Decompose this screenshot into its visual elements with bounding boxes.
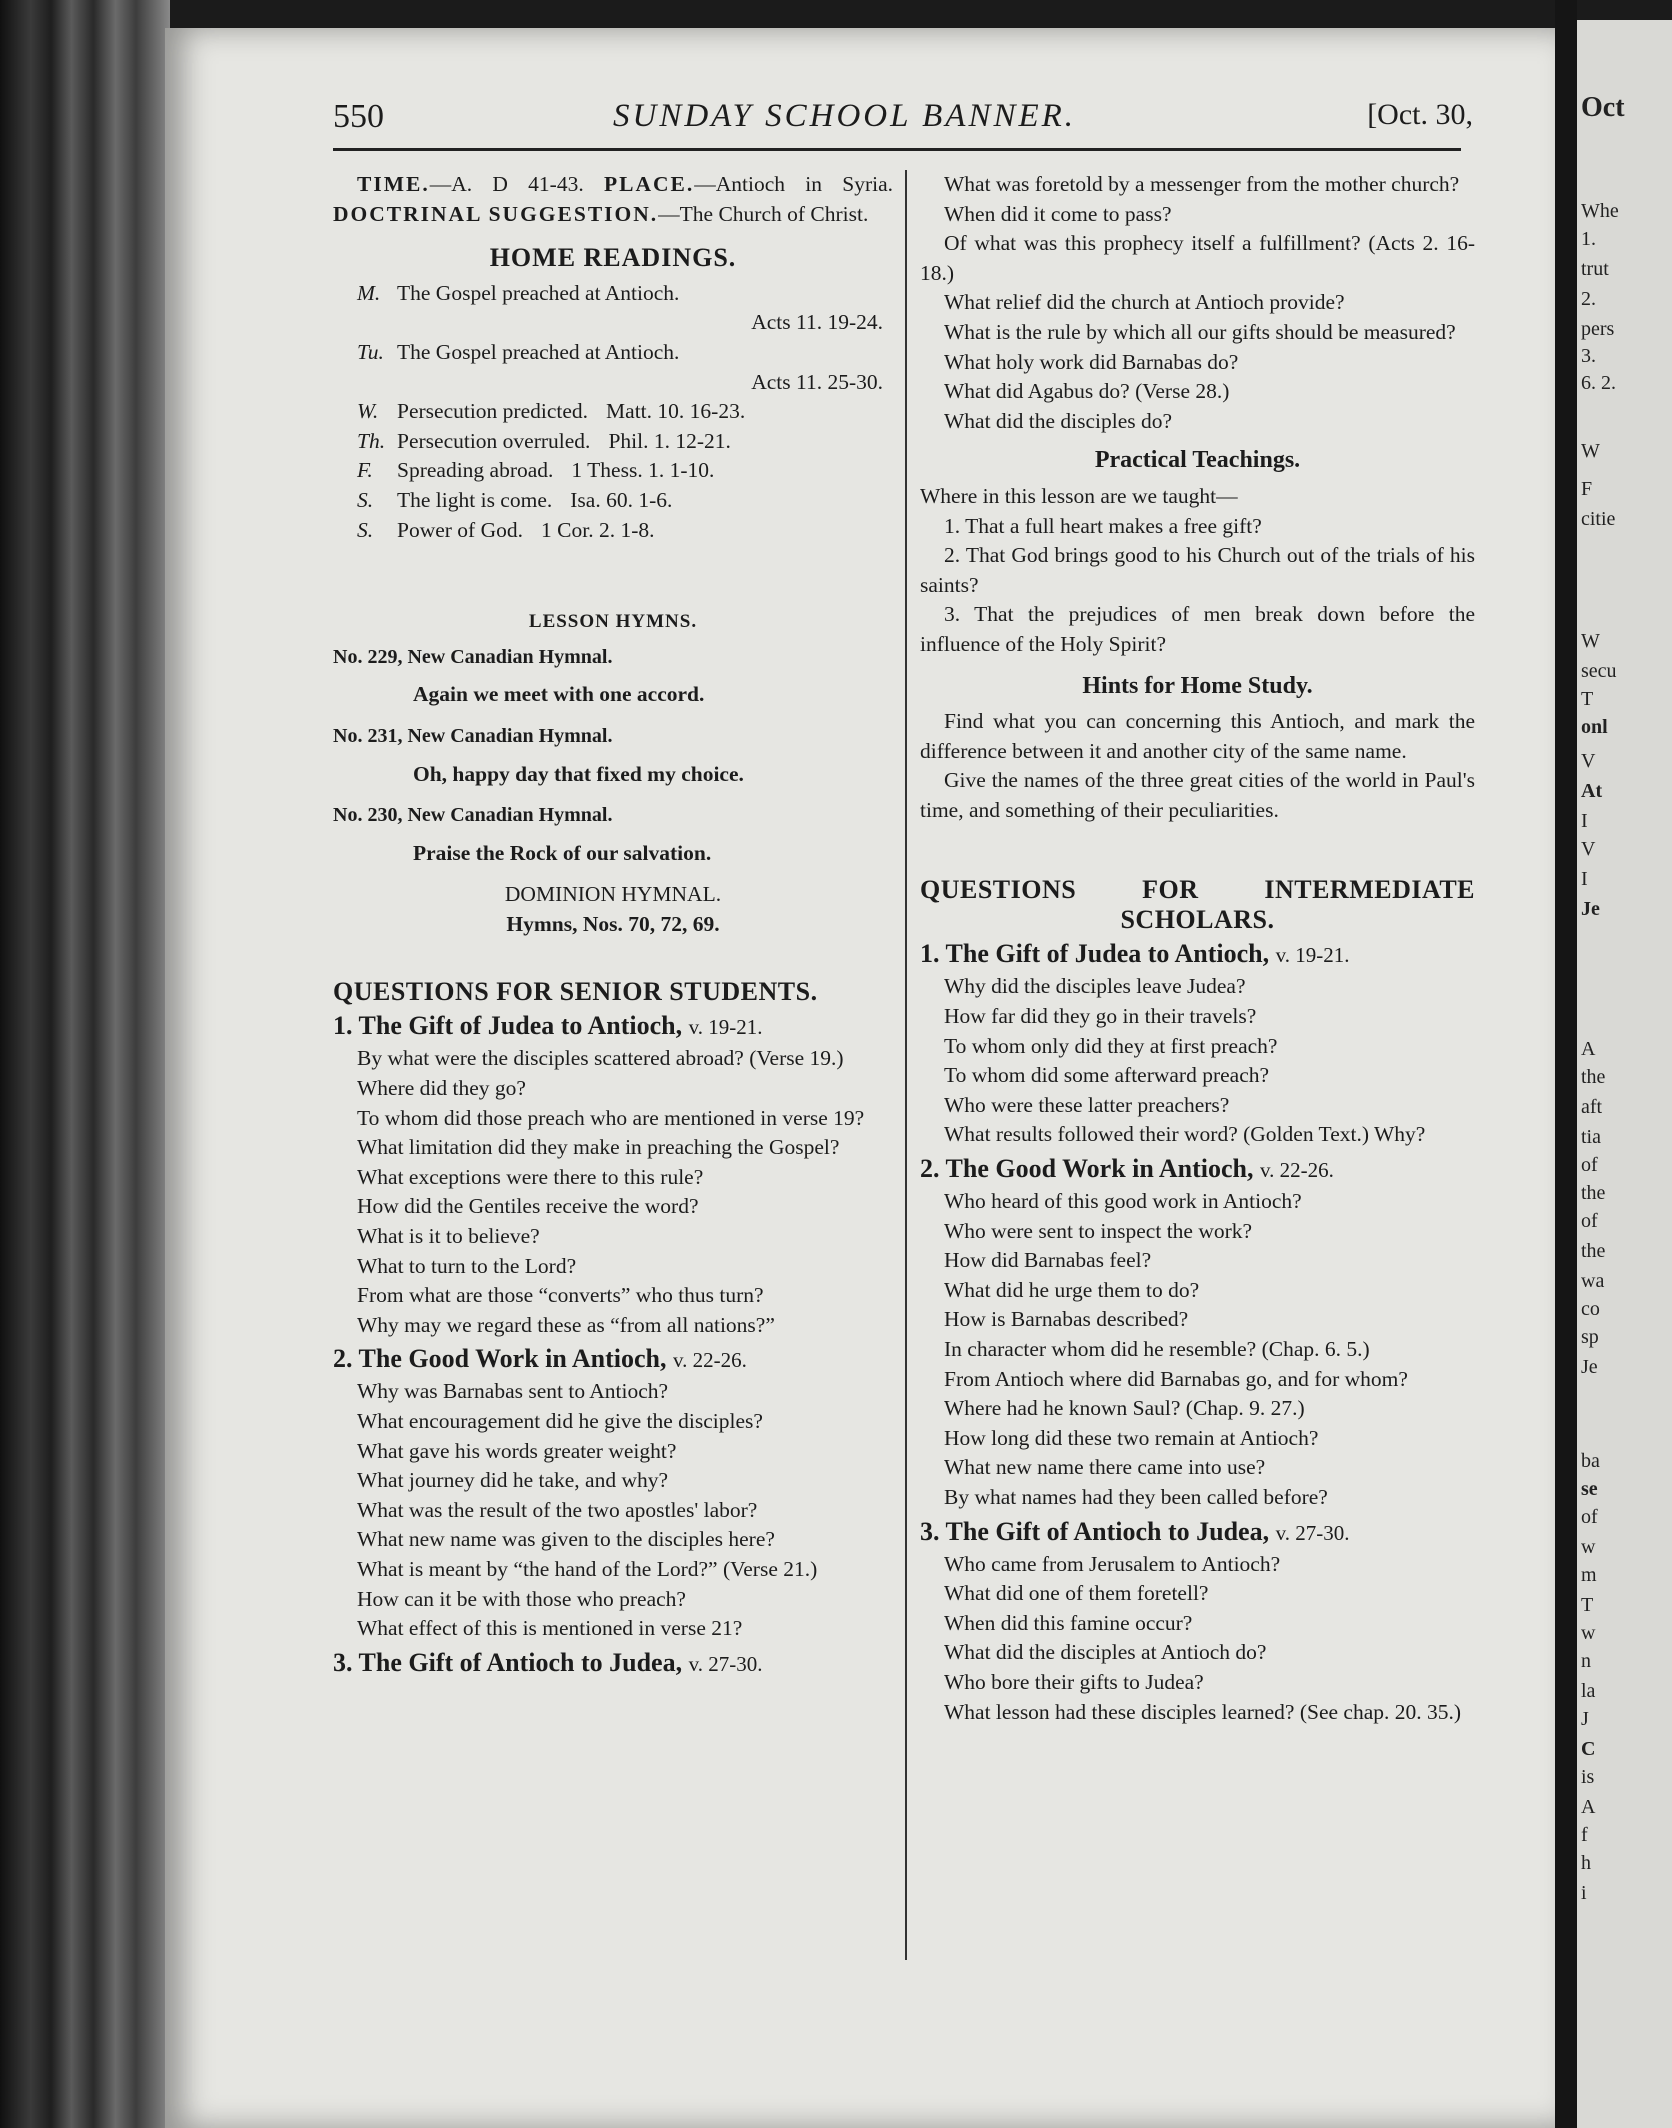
reading-item bbox=[333, 427, 893, 457]
next-page-text-fragment: of bbox=[1581, 1506, 1598, 1528]
reading-day: S. bbox=[357, 517, 374, 542]
next-page-text-fragment: w bbox=[1581, 1536, 1596, 1558]
intermediate-section-3-title: 3. The Gift of Antioch to Judea, v. 27-30. bbox=[920, 1516, 1350, 1546]
question: What did the disciples at Antioch do? bbox=[944, 1640, 1267, 1665]
question: What limitation did they make in preaching the Gospel? bbox=[357, 1135, 840, 1160]
running-title: SUNDAY SCHOOL BANNER. bbox=[613, 98, 1077, 134]
intermediate-section-1-questions bbox=[920, 972, 1475, 1150]
senior-section-1-title: 1. The Gift of Judea to Antioch, v. 19-21. bbox=[333, 1011, 763, 1041]
question: Find what you can concerning this Antioch, and mark the difference between it and another city of the same name. bbox=[920, 709, 1475, 763]
question: Who heard of this good work in Antioch? bbox=[944, 1189, 1302, 1214]
question: What holy work did Barnabas do? bbox=[944, 349, 1239, 374]
question: What is it to believe? bbox=[357, 1224, 540, 1249]
hints-paragraphs bbox=[920, 707, 1475, 825]
reading-day: Th. bbox=[357, 428, 386, 453]
question: What lesson had these disciples learned? (See chap. 20. 35.) bbox=[944, 1699, 1462, 1724]
question: How is Barnabas described? bbox=[944, 1307, 1189, 1332]
next-page-text-fragment: w bbox=[1581, 1622, 1596, 1644]
lesson-intro: TIME.—A. D 41-43. PLACE.—Antioch in Syria. DOCTRINAL SUGGESTION.—The Church of Christ. bbox=[333, 172, 894, 226]
question: Who were these latter preachers? bbox=[944, 1092, 1230, 1117]
reading-item bbox=[333, 397, 893, 427]
senior-section-1-questions bbox=[333, 1044, 893, 1340]
question: What new name was given to the disciples here? bbox=[357, 1527, 775, 1552]
question: What exceptions were there to this rule? bbox=[357, 1164, 704, 1189]
question: 3. That the prejudices of men break down before the influence of the Holy Spirit? bbox=[920, 602, 1475, 656]
next-page-text-fragment: pers bbox=[1581, 318, 1615, 340]
next-page-text-fragment: tia bbox=[1581, 1126, 1601, 1148]
next-page-text-fragment: At bbox=[1581, 780, 1603, 802]
next-page-text-fragment: is bbox=[1581, 1766, 1595, 1788]
reading-day: Tu. bbox=[357, 339, 384, 364]
question: Who bore their gifts to Judea? bbox=[944, 1669, 1204, 1694]
question: What gave his words greater weight? bbox=[357, 1438, 677, 1463]
next-page-text-fragment: F bbox=[1581, 478, 1593, 500]
page-number: 550 bbox=[333, 98, 384, 135]
left-column bbox=[333, 170, 893, 1681]
dominion-hymnal-line: Hymns, Nos. 70, 72, 69. bbox=[506, 911, 720, 936]
book-edge bbox=[0, 0, 170, 2128]
reading-day: F. bbox=[357, 458, 373, 483]
next-page-text-fragment: C bbox=[1581, 1738, 1596, 1760]
question: What is the rule by which all our gifts should be measured? bbox=[944, 319, 1456, 344]
question: What did Agabus do? (Verse 28.) bbox=[944, 379, 1230, 404]
home-readings-heading: HOME READINGS. bbox=[489, 243, 737, 273]
next-page-text-fragment: se bbox=[1581, 1478, 1598, 1500]
next-page-text-fragment: aft bbox=[1581, 1096, 1603, 1118]
lesson-hymns-list bbox=[333, 643, 893, 869]
next-page-text-fragment: m bbox=[1581, 1564, 1597, 1586]
reading-ref: Acts 11. 19-24. bbox=[751, 310, 883, 335]
next-page-text-fragment: Oct bbox=[1581, 92, 1625, 123]
question: Where had he known Saul? (Chap. 9. 27.) bbox=[944, 1396, 1305, 1421]
question: Where did they go? bbox=[357, 1076, 526, 1101]
next-page-text-fragment: Je bbox=[1581, 898, 1600, 920]
question: Who came from Jerusalem to Antioch? bbox=[944, 1551, 1281, 1576]
next-page-text-fragment: i bbox=[1581, 1882, 1587, 1904]
practical-intro: Where in this lesson are we taught— bbox=[920, 483, 1238, 508]
running-date: [Oct. 30, bbox=[1367, 98, 1473, 131]
hymn-number: No. 231, New Canadian Hymnal. bbox=[333, 724, 613, 747]
next-page-text-fragment: A bbox=[1581, 1796, 1596, 1818]
question: What is meant by “the hand of the Lord?” (Verse 21.) bbox=[357, 1556, 818, 1581]
next-page-text-fragment: T bbox=[1581, 1594, 1594, 1616]
intermediate-heading-line2: SCHOLARS. bbox=[1120, 905, 1275, 935]
question: How can it be with those who preach? bbox=[357, 1586, 686, 1611]
senior-section-3-title: 3. The Gift of Antioch to Judea, v. 27-30. bbox=[333, 1647, 763, 1677]
question: Why may we regard these as “from all nations?” bbox=[357, 1312, 775, 1337]
question: What did one of them foretell? bbox=[944, 1581, 1209, 1606]
question: What relief did the church at Antioch provide? bbox=[944, 290, 1345, 315]
reading-item bbox=[333, 279, 893, 309]
next-page-text-fragment: 3. bbox=[1581, 345, 1596, 367]
intermediate-section-2-questions bbox=[920, 1187, 1475, 1513]
next-page-text-fragment: A bbox=[1581, 1038, 1596, 1060]
question: From Antioch where did Barnabas go, and for whom? bbox=[944, 1366, 1408, 1391]
reading-text: Persecution predicted. bbox=[397, 399, 589, 424]
intermediate-section-1-title: 1. The Gift of Judea to Antioch, v. 19-21. bbox=[920, 939, 1350, 969]
next-page-text-fragment: 1. bbox=[1581, 228, 1596, 250]
senior-section-3-questions bbox=[920, 170, 1475, 436]
next-page-fragment bbox=[1577, 20, 1672, 2128]
reading-text: Power of God. bbox=[397, 517, 523, 542]
question: How did the Gentiles receive the word? bbox=[357, 1194, 699, 1219]
question: How far did they go in their travels? bbox=[944, 1004, 1257, 1029]
next-page-text-fragment: ba bbox=[1581, 1450, 1600, 1472]
reading-text: The light is come. bbox=[397, 487, 553, 512]
intermediate-heading-line1: QUESTIONS FOR INTERMEDIATE bbox=[920, 875, 1475, 905]
senior-section-2-questions bbox=[333, 1377, 893, 1643]
column-divider bbox=[905, 170, 907, 1960]
reading-day: M. bbox=[357, 280, 381, 305]
reading-ref: 1 Cor. 2. 1-8. bbox=[541, 517, 655, 542]
practical-teachings-heading: Practical Teachings. bbox=[1094, 447, 1301, 474]
question: By what were the disciples scattered abroad? (Verse 19.) bbox=[357, 1046, 844, 1071]
question: Why was Barnabas sent to Antioch? bbox=[357, 1379, 669, 1404]
reading-item bbox=[333, 338, 893, 368]
intermediate-section-3-questions bbox=[920, 1550, 1475, 1728]
right-column bbox=[920, 170, 1475, 1727]
reading-item bbox=[333, 486, 893, 516]
next-page-text-fragment: 6. 2. bbox=[1581, 372, 1616, 394]
question: By what names had they been called before? bbox=[944, 1484, 1328, 1509]
home-readings-list bbox=[333, 279, 893, 545]
reading-text: The Gospel preached at Antioch. bbox=[397, 280, 680, 305]
next-page-text-fragment: the bbox=[1581, 1066, 1606, 1088]
book-gutter bbox=[1555, 0, 1577, 2128]
question: Give the names of the three great cities of the world in Paul's time, and something of their peculiarities. bbox=[920, 768, 1475, 822]
intermediate-section-2-title: 2. The Good Work in Antioch, v. 22-26. bbox=[920, 1154, 1334, 1184]
hymn-number: No. 229, New Canadian Hymnal. bbox=[333, 645, 613, 668]
next-page-text-fragment: wa bbox=[1581, 1270, 1605, 1292]
question: When did this famine occur? bbox=[944, 1610, 1193, 1635]
senior-questions-heading: QUESTIONS FOR SENIOR STUDENTS. bbox=[333, 977, 818, 1007]
next-page-text-fragment: J bbox=[1581, 1708, 1589, 1730]
question: To whom did those preach who are mentioned in verse 19? bbox=[357, 1105, 865, 1130]
question: What was the result of the two apostles' labor? bbox=[357, 1497, 758, 1522]
next-page-text-fragment: of bbox=[1581, 1210, 1598, 1232]
hymn-first-line: Praise the Rock of our salvation. bbox=[413, 840, 712, 865]
reading-text: Spreading abroad. bbox=[397, 458, 554, 483]
question: What new name there came into use? bbox=[944, 1455, 1266, 1480]
next-page-text-fragment: of bbox=[1581, 1154, 1598, 1176]
reading-ref: Acts 11. 25-30. bbox=[751, 369, 883, 394]
question: What to turn to the Lord? bbox=[357, 1253, 577, 1278]
next-page-text-fragment: V bbox=[1581, 838, 1596, 860]
question: What journey did he take, and why? bbox=[357, 1468, 669, 1493]
question: What was foretold by a messenger from the mother church? bbox=[944, 172, 1460, 196]
next-page-text-fragment: the bbox=[1581, 1182, 1606, 1204]
page-header bbox=[333, 98, 1473, 142]
reading-text: The Gospel preached at Antioch. bbox=[397, 339, 680, 364]
question: 1. That a full heart makes a free gift? bbox=[944, 513, 1262, 538]
question: In character whom did he resemble? (Chap. 6. 5.) bbox=[944, 1337, 1370, 1361]
hints-heading: Hints for Home Study. bbox=[1082, 672, 1313, 699]
next-page-text-fragment: W bbox=[1581, 440, 1600, 462]
next-page-text-fragment: la bbox=[1581, 1680, 1596, 1702]
next-page-text-fragment: onl bbox=[1581, 716, 1608, 738]
practical-teachings-list bbox=[920, 512, 1475, 660]
header-rule bbox=[333, 148, 1461, 151]
question: What did the disciples do? bbox=[944, 408, 1173, 433]
question: When did it come to pass? bbox=[944, 201, 1172, 226]
next-page-text-fragment: the bbox=[1581, 1240, 1606, 1262]
next-page-text-fragment: V bbox=[1581, 750, 1596, 772]
next-page-text-fragment: sp bbox=[1581, 1326, 1599, 1348]
next-page-text-fragment: 2. bbox=[1581, 288, 1596, 310]
reading-day: W. bbox=[357, 399, 379, 424]
next-page-text-fragment: trut bbox=[1581, 258, 1609, 280]
reading-item bbox=[333, 456, 893, 486]
question: From what are those “converts” who thus turn? bbox=[357, 1283, 764, 1308]
question: How long did these two remain at Antioch? bbox=[944, 1425, 1319, 1450]
question: What results followed their word? (Golden Text.) Why? bbox=[944, 1122, 1426, 1147]
next-page-text-fragment: co bbox=[1581, 1298, 1600, 1320]
reading-text: Persecution overruled. bbox=[397, 428, 591, 453]
question: Of what was this prophecy itself a fulfillment? (Acts 2. 16-18.) bbox=[920, 231, 1475, 285]
reading-ref: 1 Thess. 1. 1-10. bbox=[571, 458, 715, 483]
question: How did Barnabas feel? bbox=[944, 1248, 1152, 1273]
question: What did he urge them to do? bbox=[944, 1277, 1200, 1302]
reading-ref: Phil. 1. 12-21. bbox=[608, 428, 731, 453]
reading-item bbox=[333, 516, 893, 546]
question: Why did the disciples leave Judea? bbox=[944, 974, 1246, 999]
question: What effect of this is mentioned in verse 21? bbox=[357, 1616, 743, 1641]
next-page-text-fragment: Whe bbox=[1581, 200, 1619, 222]
lesson-hymns-heading: LESSON HYMNS. bbox=[528, 611, 698, 633]
next-page-text-fragment: I bbox=[1581, 868, 1588, 890]
question: To whom did some afterward preach? bbox=[944, 1063, 1270, 1088]
next-page-text-fragment: citie bbox=[1581, 508, 1616, 530]
reading-ref: Matt. 10. 16-23. bbox=[606, 399, 746, 424]
next-page-text-fragment: I bbox=[1581, 810, 1588, 832]
question: What encouragement did he give the disciples? bbox=[357, 1409, 763, 1433]
next-page-text-fragment: W bbox=[1581, 630, 1600, 652]
reading-ref: Isa. 60. 1-6. bbox=[570, 487, 673, 512]
question: 2. That God brings good to his Church out of the trials of his saints? bbox=[920, 543, 1475, 597]
hymn-number: No. 230, New Canadian Hymnal. bbox=[333, 804, 613, 827]
dominion-hymnal-heading: DOMINION HYMNAL. bbox=[504, 882, 722, 907]
hymn-first-line: Again we meet with one accord. bbox=[413, 682, 705, 707]
next-page-text-fragment: n bbox=[1581, 1650, 1591, 1672]
reading-day: S. bbox=[357, 487, 374, 512]
next-page-text-fragment: Je bbox=[1581, 1356, 1598, 1378]
question: Who were sent to inspect the work? bbox=[944, 1218, 1253, 1243]
hymn-first-line: Oh, happy day that fixed my choice. bbox=[413, 761, 744, 786]
next-page-text-fragment: h bbox=[1581, 1852, 1591, 1874]
next-page-text-fragment: f bbox=[1581, 1824, 1588, 1846]
senior-section-2-title: 2. The Good Work in Antioch, v. 22-26. bbox=[333, 1344, 747, 1374]
next-page-text-fragment: T bbox=[1581, 688, 1594, 710]
next-page-text-fragment: secu bbox=[1581, 660, 1617, 682]
question: To whom only did they at first preach? bbox=[944, 1033, 1278, 1058]
